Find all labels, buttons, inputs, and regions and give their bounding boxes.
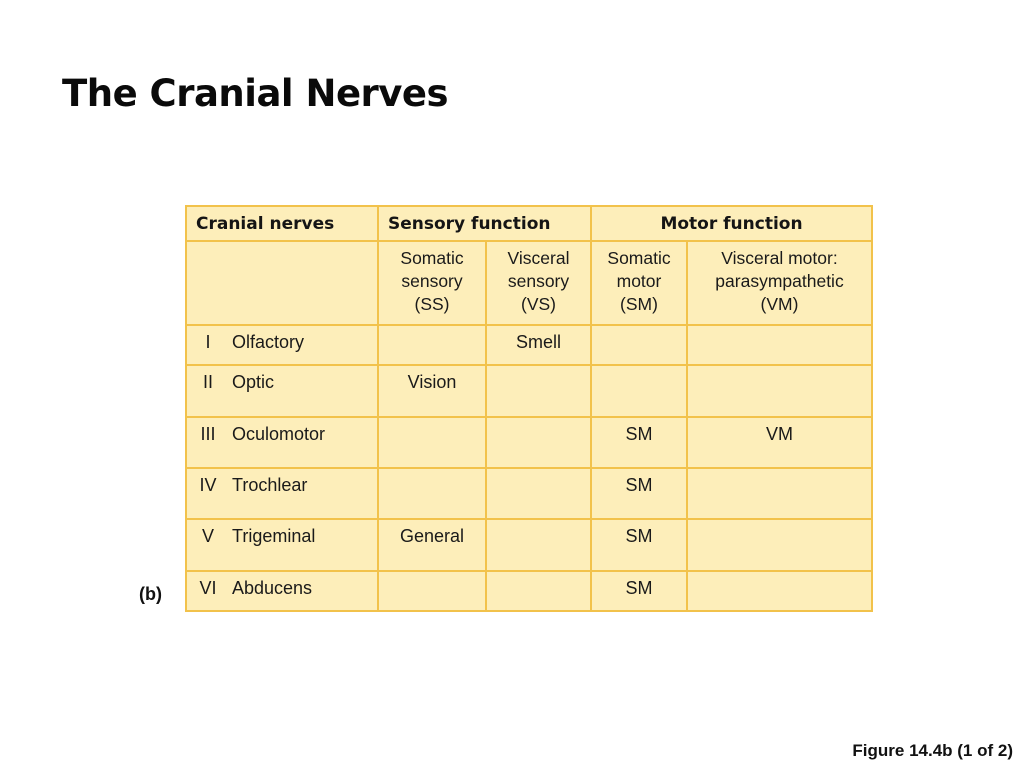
subheader-visceral-motor bbox=[687, 241, 872, 325]
nerve-name: Trigeminal bbox=[232, 526, 316, 546]
ss-cell bbox=[378, 417, 486, 468]
subheader-line: parasympathetic bbox=[715, 271, 844, 291]
vs-cell bbox=[486, 365, 591, 417]
vm-cell: VM bbox=[687, 417, 872, 468]
vm-cell bbox=[687, 365, 872, 417]
cranial-nerves-table bbox=[185, 205, 873, 612]
table-row bbox=[186, 325, 872, 365]
vs-cell: Smell bbox=[486, 325, 591, 365]
subheader-line: sensory bbox=[401, 271, 463, 291]
nerve-numeral: II bbox=[202, 372, 213, 392]
sm-cell: SM bbox=[591, 417, 687, 468]
subheader-line: Visceral motor: bbox=[721, 248, 838, 268]
nerve-name: Abducens bbox=[232, 578, 313, 598]
ss-cell: General bbox=[378, 519, 486, 571]
header-cranial-nerves: Cranial nerves bbox=[186, 206, 378, 241]
table-subheader-row bbox=[186, 241, 872, 325]
header-sensory-function: Sensory function bbox=[378, 206, 591, 241]
subheader-line: Visceral bbox=[507, 248, 570, 268]
vm-cell bbox=[687, 571, 872, 611]
panel-label: (b) bbox=[139, 584, 162, 604]
nerve-numeral: V bbox=[201, 526, 214, 546]
vs-cell bbox=[486, 571, 591, 611]
nerve-cell bbox=[186, 417, 378, 468]
ss-cell bbox=[378, 468, 486, 519]
vm-cell bbox=[687, 519, 872, 571]
vm-cell bbox=[687, 325, 872, 365]
nerve-cell bbox=[186, 325, 378, 365]
ss-cell bbox=[378, 571, 486, 611]
nerve-cell bbox=[186, 519, 378, 571]
subheader-line: (VS) bbox=[521, 294, 556, 314]
subheader-somatic-motor bbox=[591, 241, 687, 325]
table-row bbox=[186, 519, 872, 571]
subheader-visceral-sensory bbox=[486, 241, 591, 325]
ss-cell bbox=[378, 325, 486, 365]
vs-cell bbox=[486, 468, 591, 519]
sm-cell bbox=[591, 325, 687, 365]
nerve-cell bbox=[186, 365, 378, 417]
table-row bbox=[186, 571, 872, 611]
subheader-somatic-sensory bbox=[378, 241, 486, 325]
nerve-name: Optic bbox=[232, 372, 275, 392]
subheader-blank bbox=[186, 241, 378, 325]
figure-caption: Figure 14.4b (1 of 2) bbox=[852, 741, 1013, 760]
subheader-line: sensory bbox=[507, 271, 570, 291]
subheader-line: (SM) bbox=[620, 294, 658, 314]
vs-cell bbox=[486, 417, 591, 468]
ss-cell: Vision bbox=[378, 365, 486, 417]
subheader-line: (SS) bbox=[414, 294, 450, 314]
vs-cell bbox=[486, 519, 591, 571]
nerve-name: Trochlear bbox=[232, 475, 308, 495]
table-row bbox=[186, 365, 872, 417]
nerve-numeral: IV bbox=[199, 475, 217, 495]
nerve-name: Oculomotor bbox=[232, 424, 326, 444]
nerve-numeral: III bbox=[200, 424, 216, 444]
nerve-name: Olfactory bbox=[232, 332, 305, 352]
sm-cell bbox=[591, 365, 687, 417]
sm-cell: SM bbox=[591, 571, 687, 611]
sm-cell: SM bbox=[591, 519, 687, 571]
slide-title: The Cranial Nerves bbox=[62, 72, 449, 115]
subheader-line: motor bbox=[616, 271, 662, 291]
sm-cell: SM bbox=[591, 468, 687, 519]
nerve-cell bbox=[186, 571, 378, 611]
subheader-line: Somatic bbox=[400, 248, 464, 268]
nerve-numeral: I bbox=[205, 332, 211, 352]
table-row bbox=[186, 417, 872, 468]
nerve-numeral: VI bbox=[199, 578, 217, 598]
subheader-line: (VM) bbox=[760, 294, 799, 314]
table-header-row bbox=[186, 206, 872, 241]
nerve-cell bbox=[186, 468, 378, 519]
header-motor-function: Motor function bbox=[591, 206, 872, 241]
table-row bbox=[186, 468, 872, 519]
subheader-line: Somatic bbox=[607, 248, 671, 268]
vm-cell bbox=[687, 468, 872, 519]
